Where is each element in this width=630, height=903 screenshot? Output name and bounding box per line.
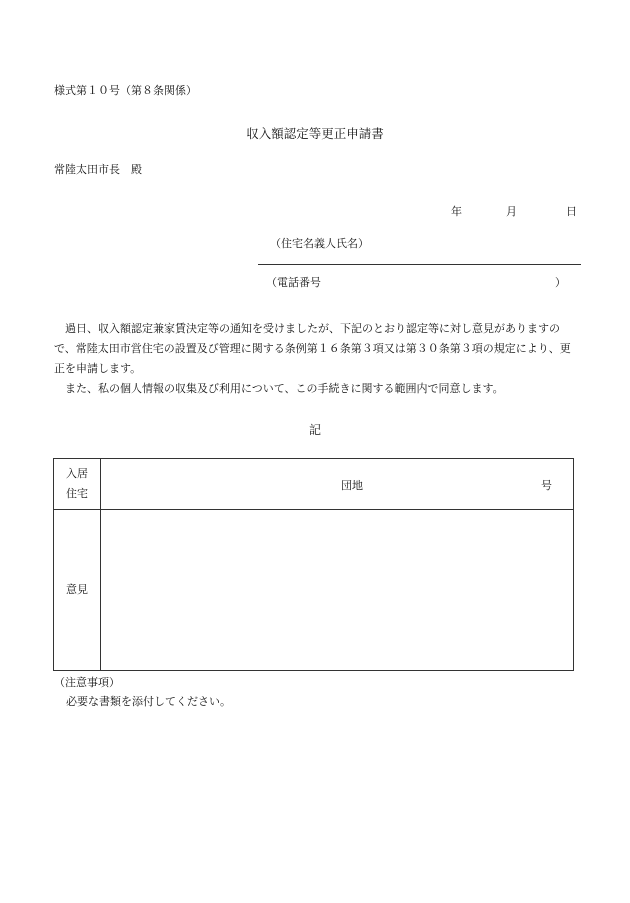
housing-value-cell[interactable] xyxy=(101,459,574,510)
housing-label-line-1: 入居 xyxy=(66,467,88,480)
opinion-label-cell xyxy=(54,510,101,671)
application-table xyxy=(53,458,574,671)
phone-label-close: ） xyxy=(555,276,566,289)
phone-label: （電話番号 xyxy=(266,276,321,289)
signature-line xyxy=(258,264,581,265)
notes-item-1: 必要な書類を添付してください。 xyxy=(66,695,231,708)
danchi-label: 団地 xyxy=(341,479,363,492)
body-paragraph-2: また、私の個人情報の収集及び利用について、この手続きに関する範囲内で同意します。 xyxy=(65,382,504,395)
table-row-housing xyxy=(54,459,574,510)
body-paragraph-1: 過日、収入額認定兼家賃決定等の通知を受けましたが、下記のとおり認定等に対し意見がありますので、常陸太田市営住宅の設置及び管理に関する条例第１６条第３項又は第３０条第３項の規定により、更正を申請します。 xyxy=(54,322,571,375)
applicant-name-label: （住宅名義人氏名） xyxy=(270,237,369,250)
addressee: 常陸太田市長 殿 xyxy=(54,163,142,176)
housing-label-line-2: 住宅 xyxy=(66,487,88,500)
document-title: 収入額認定等更正申請書 xyxy=(246,126,384,141)
opinion-label: 意見 xyxy=(66,583,88,596)
ki-heading: 記 xyxy=(308,423,321,437)
notes-title: （注意事項） xyxy=(54,676,120,689)
opinion-value-cell[interactable] xyxy=(101,510,574,671)
go-label: 号 xyxy=(541,479,552,492)
date-line xyxy=(440,203,580,217)
date-month-label: 月 xyxy=(506,205,517,218)
form-number: 様式第１０号（第８条関係） xyxy=(54,84,197,97)
date-day-label: 日 xyxy=(566,205,577,218)
body-text xyxy=(54,319,578,399)
housing-label-cell xyxy=(54,459,101,510)
date-year-label: 年 xyxy=(451,205,462,218)
table-row-opinion xyxy=(54,510,574,671)
